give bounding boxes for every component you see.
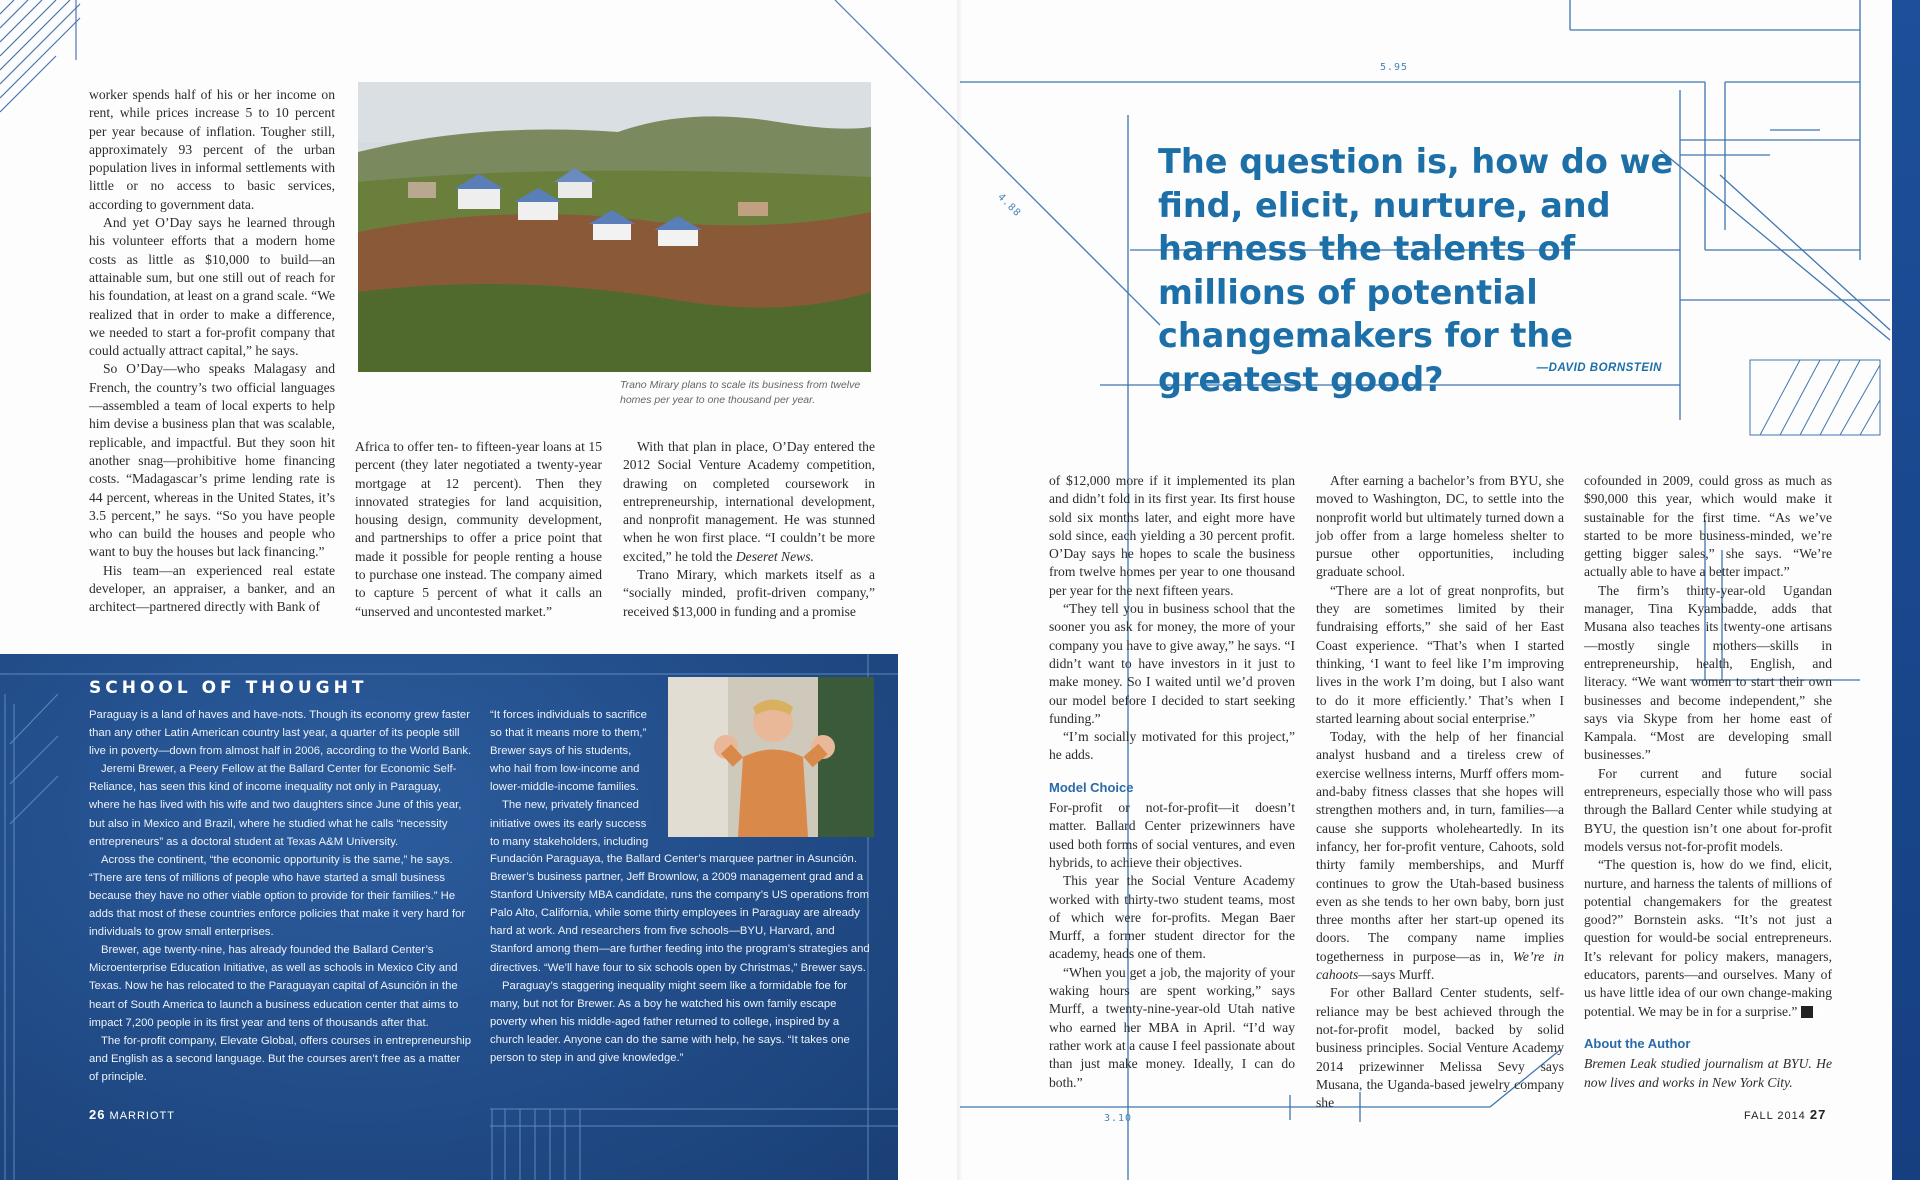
left-text-col-3 (623, 438, 875, 621)
paragraph: For-profit or not-for-profit—it doesn’t matter. Ballard Center prizewinners have used both forms of social ventures, and even hybrids, to achieve their objectives. (1049, 800, 1295, 870)
text: Today, with the help of her financial analyst husband and a tireless crew of exercise wellness interns, Murff offers mom-and-baby fitness classes that she hopes will strengthen mothers and, in turn, families—a cause she supports wholeheartedly. In its infancy, her for-profit venture, Cahoots, sold thirty family memberships, and Murff continues to grow the Utah-based business even as she tends to her own baby, born just three months after her start-up opened its doors. The company name implies togetherness in purpose—as in, (1316, 729, 1564, 964)
spine-shadow (957, 0, 963, 1180)
paragraph: Across the continent, “the economic opportunity is the same,” he says. “There are tens of millions of people who have started a small business because they have no other viable option to provide for their families.” He adds that most of these countries enforce policies that make it very hard for individuals to grow small enterprises. (89, 853, 466, 939)
paragraph: So O’Day—who speaks Malagasy and French, the country’s two official languages—assembled a team of local experts to help him devise a business plan that was scalable, replicable, and impactful. But they soon hit another snag—prohibitive home financing costs. “Madagascar’s prime lending rate is 44 percent, whereas in the United States, it’s 3.5 percent,” he says. “So you have people who can build the houses and people who want to buy the houses but lack financing.” (89, 361, 335, 560)
left-folio (89, 1107, 175, 1122)
paragraph: cofounded in 2009, could gross as much as $90,000 this year, which would make it sustainable for the first time. “As we’ve started to be more business-minded, we’re getting bigger sales,” she says. “We’re actually able to have a better impact.” (1584, 473, 1832, 580)
paragraph: Trano Mirary, which markets itself as a “socially minded, profit-driven company,” received $13,000 in funding and a promise (623, 567, 875, 619)
publication-name: Deseret News. (735, 548, 814, 564)
right-text-col-3 (1584, 472, 1832, 1092)
left-text-col-2 (355, 438, 602, 621)
paragraph: After earning a bachelor’s from BYU, she moved to Washington, DC, to settle into the nonprofit world but ultimately turned down a job offer from a large homeless shelter to pursue other opportunities, including graduate school. (1316, 473, 1564, 580)
photo-illustration (358, 82, 871, 372)
paragraph: The new, privately financed initiative owes its early success to many stakeholders, including (490, 799, 649, 848)
photo-caption: Trano Mirary plans to scale its business from twelve homes per year to one thousand per year. (620, 379, 861, 406)
paragraph: For other Ballard Center students, self-reliance may be best achieved through the not-for-profit model, backed by solid business principles. Social Venture Academy 2014 prizewinner Melissa Sevy says Musana, the Uganda-based jewelry company she (1316, 985, 1564, 1111)
author-bio-text: Bremen Leak studied journalism at BYU. He now lives and works in New York City. (1584, 1056, 1832, 1090)
text: “The question is, how do we find, elicit, nurture, and harness the talents of millions of potential changemakers for the greatest good?” Bornstein asks. “It’s not just a question for would-be social entrepreneurs. It’s relevant for policy makers, managers, educators, parents—and ourselves. Many of us have little idea of our own change-making potential. We may be in for a surprise.” (1584, 857, 1832, 1019)
paragraph: His team—an experienced real estate developer, an appraiser, a banker, and an architect—partnered directly with Bank of (89, 562, 335, 615)
paragraph: “It forces individuals to sacrifice so that it means more to them,” Brewer says of his students, who hail from low-income and lower-middle-income families. (490, 709, 647, 794)
housing-photo (358, 82, 871, 372)
paragraph: Jeremi Brewer, a Peery Fellow at the Ballard Center for Economic Self-Reliance, has seen this kind of income inequality not only in Paraguay, where he has lived with his wife and two daughters since June of this year, but also in Mexico and Brazil, where he studied what he calls “necessity entrepreneurs” as a doctoral student at Texas A&M University. (89, 763, 462, 848)
paragraph: Paraguay’s staggering inequality might seem like a formidable foe for many, but not for Brewer. As a boy he watched his own family escape poverty when his middle-aged father returned to college, inspired by a church leader. Anyone can do the same with help, he says. “It takes one person to step in and give knowledge.” (490, 979, 850, 1065)
right-folio (1744, 1107, 1826, 1122)
paragraph: Africa to offer ten- to fifteen-year loans at 15 percent (they later negotiated a twenty-year mortgage at 12 percent). Then they innovated strategies for land acquisition, housing design, community development, and partnerships to offer a price point that made it possible for people renting a house to purchase one instead. The company aimed to capture 5 percent of what it calls an “unserved and uncontested market.” (355, 439, 602, 619)
magazine-name: MARRIOTT (109, 1110, 175, 1122)
paragraph: “I’m socially motivated for this project,” he adds. (1049, 729, 1295, 763)
right-text-col-2 (1316, 472, 1564, 1112)
speaker-illustration (668, 677, 874, 837)
paragraph (1316, 728, 1564, 984)
page-number: 27 (1809, 1107, 1827, 1122)
paragraph (623, 438, 875, 566)
section-heading: Model Choice (1049, 779, 1134, 795)
paragraph: This year the Social Venture Academy worked with thirty-two student teams, most of which were for-profits. Megan Baer Murff, a former student director for the academy, heads one of them. (1049, 873, 1295, 962)
paragraph: “There are a lot of great nonprofits, but they are sometimes limited by their fundraising efforts,” she said of her East Coast experience. “That’s when I started thinking, ‘I want to feel like I’m improving lives in the work I’m doing, but I also want to do it more efficiently.’ That’s when I started learning about social enterprise.” (1316, 582, 1564, 726)
text: —says Murff. (1358, 967, 1435, 983)
pull-quote-attribution: —DAVID BORNSTEIN (1536, 362, 1662, 374)
sidebar-photo (668, 677, 874, 837)
page-edge-strip (1892, 0, 1920, 1180)
paragraph: For current and future social entrepreneurs, especially those who will pass through the Ballard Center while studying at BYU, the question isn’t one about for-profit models versus not-for-profit models. (1584, 765, 1832, 854)
author-heading: About the Author (1584, 1035, 1691, 1051)
paragraph: Fundación Paraguaya, the Ballard Center’s marquee partner in Asunción. Brewer’s business partner, Jeff Brownlow, a 2009 management grad and a Stanford University MBA candidate, runs the company’s US operations from Palo Alto, California, while some thirty employees in Paraguay are already hard at work. And researchers from five schools—BYU, Harvard, and Stanford among them—are further feeding into the program’s strategies and directives. “We’ll have four to six schools open by Christmas,” Brewer says. (490, 853, 870, 974)
page-number: 26 (89, 1107, 106, 1122)
dimension-label-top: 5.95 (1380, 62, 1409, 73)
paragraph: Paraguay is a land of haves and have-nots. Though its economy grew faster than any other Latin American country last year, a quarter of its people still live in poverty—down from almost half in 2006, according to the World Bank. (89, 709, 472, 758)
paragraph: “When you get a job, the majority of your waking hours are spent working,” says Murff, a twenty-nine-year-old Utah native who earned her MBA in April. “I’d way rather work at a cause I feel passionate about than just make money. Ideally, I can do both.” (1049, 964, 1295, 1090)
text: With that plan in place, O’Day entered the 2012 Social Venture Academy competition, drawing on completed coursework in entrepreneurship, international development, and nonprofit management. He was stunned when he won first place. “I couldn’t be more excited,” he told the (623, 439, 875, 564)
paragraph: And yet O’Day says he learned through his volunteer efforts that a modern home costs as little as $10,000 to build—an attainable sum, but one still out of reach for his foundation, at least on a grand scale. “We realized that in order to make a difference, we needed to start a for-profit company that could actually attract capital,” he says. (89, 215, 335, 359)
paragraph: The for-profit company, Elevate Global, offers courses in entrepreneurship and English as a second language. But the courses aren’t free as a matter of principle. (89, 1034, 472, 1083)
sidebar-col-2-top (490, 706, 652, 851)
sidebar-col-1 (89, 706, 472, 1086)
paragraph: The firm’s thirty-year-old Ugandan manager, Tina Kyambadde, adds that Musana also teaches its twenty-one artisans—mostly single mothers—skills in entrepreneurship, health, English, and literacy. “We want women to start their own businesses and become independent,” she says via Skype from her home east of Kampala. “Most are developing small businesses.” (1584, 582, 1832, 763)
left-text-col-1 (89, 86, 335, 617)
paragraph (1584, 856, 1832, 1021)
dimension-label-bottom: 3.10 (1104, 1113, 1133, 1124)
author-bio (1584, 1055, 1832, 1092)
sidebar-col-2-bottom (490, 850, 873, 1067)
issue-season: FALL 2014 (1744, 1110, 1806, 1122)
paragraph: worker spends half of his or her income on rent, while prices increase 5 to 10 percent per year because of inflation. Tougher still, approximately 93 percent of the urban population lives in informal settlements with little or no access to basic services, according to government data. (89, 87, 335, 212)
right-text-col-1 (1049, 472, 1295, 1092)
paragraph: Brewer, age twenty-nine, has already founded the Ballard Center’s Microenterprise Education Initiative, as well as schools in Mexico City and Texas. Now he has relocated to the Paraguayan capital of Asunción in the heart of South America to launch a business education center that aims to impact 7,200 people in its first year and tens of thousands after that. (89, 944, 459, 1029)
emphasis: We’re in cahoots (1316, 948, 1564, 983)
end-mark-icon: M (1801, 1006, 1813, 1018)
paragraph: of $12,000 more if it implemented its plan and didn’t fold in its first year. Its first house sold six months later, and eight more have sold since, each yielding a 30 percent profit. O’Day says he hopes to scale the business from twelve homes per year to one thousand per year for the next fifteen years. (1049, 473, 1295, 598)
dimension-label-diagonal: 4.88 (995, 191, 1023, 220)
pull-quote: The question is, how do we find, elicit, nurture, and harness the talents of millions of potential changemakers for the greatest good? (1158, 142, 1674, 399)
sidebar-title: SCHOOL OF THOUGHT (89, 678, 368, 698)
paragraph: “They tell you in business school that the sooner you ask for money, the more of your company you have to give away,” he says. “I didn’t want to have investors in it just to make money. So I waited until we’d proven our model before I decided to start seeking funding.” (1049, 601, 1295, 726)
